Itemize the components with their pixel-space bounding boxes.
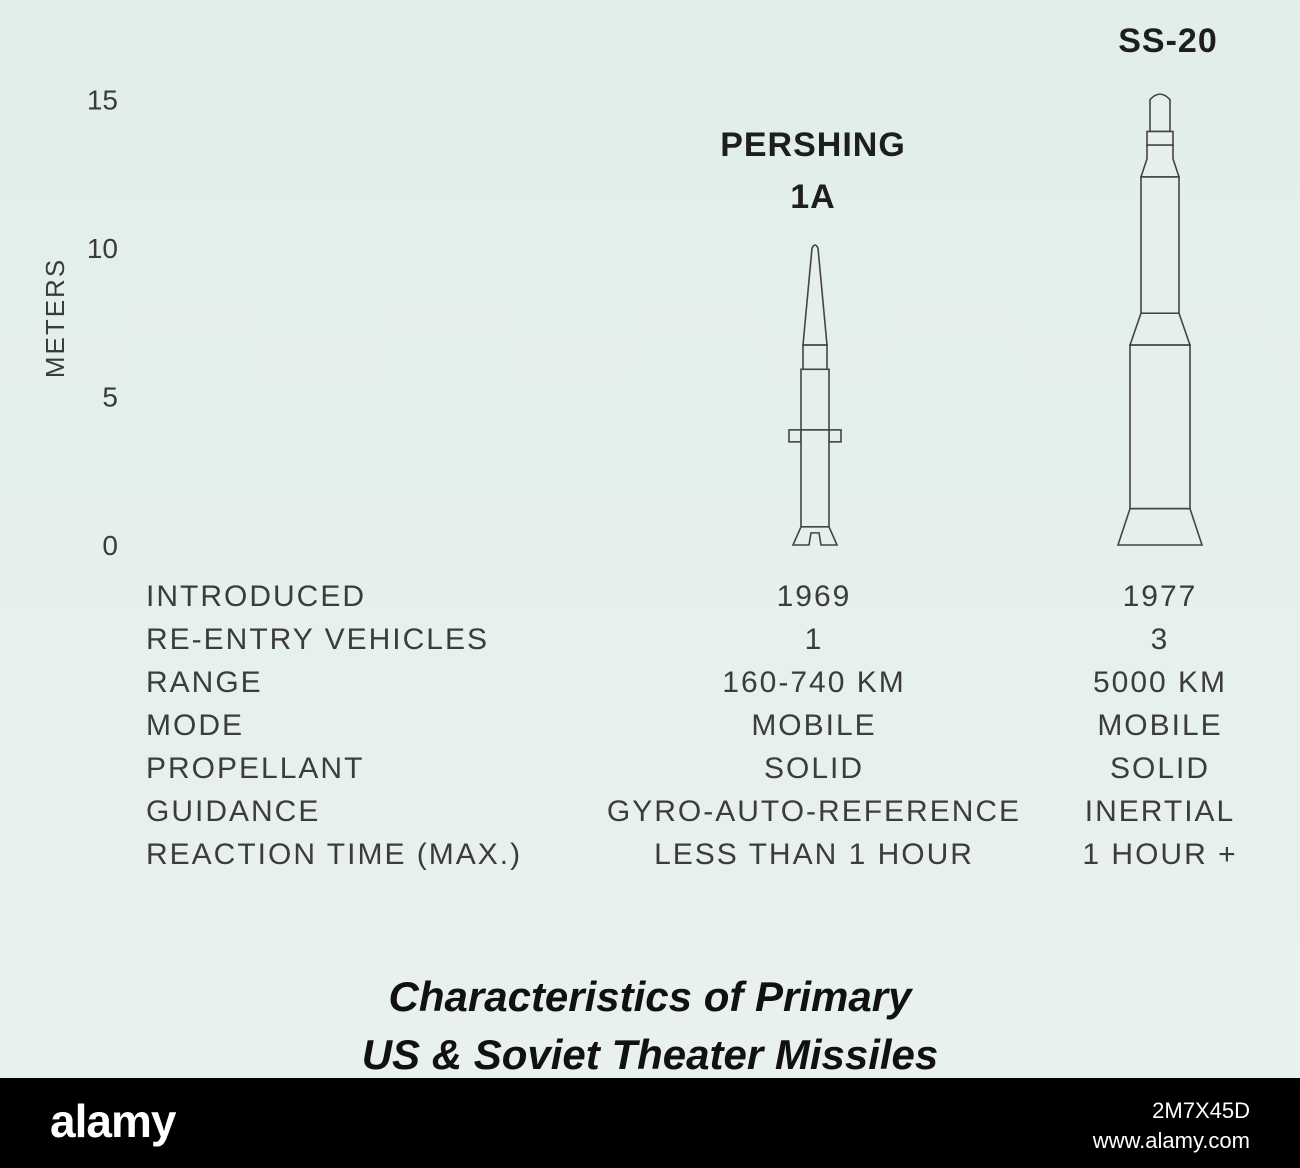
spec-ss20-value: 1977 (1122, 580, 1198, 613)
spec-label: REACTION TIME (MAX.) (146, 838, 523, 871)
spec-pershing-value: SOLID (763, 752, 865, 785)
spec-pershing-value: MOBILE (751, 709, 877, 742)
ss20-missile-bar (1118, 94, 1202, 545)
spec-label: RE-ENTRY VEHICLES (146, 623, 489, 656)
pershing-base-fins (793, 527, 837, 545)
pershing-upper-stage (801, 369, 829, 430)
spec-ss20-value: INERTIAL (1084, 795, 1236, 828)
ss20-upper-stage (1141, 177, 1179, 313)
y-axis-ticks (87, 85, 118, 562)
spec-pershing-value: GYRO-AUTO-REFERENCE (606, 795, 1022, 828)
missile-name-ss20: SS-20 (1118, 22, 1218, 60)
spec-ss20-value: 1 HOUR + (1082, 838, 1238, 871)
stock-image-id: 2M7X45D (1152, 1098, 1250, 1123)
pershing-left-fin (789, 430, 801, 442)
spec-row (146, 666, 1266, 709)
spec-label: INTRODUCED (146, 580, 366, 613)
spec-table (146, 580, 1266, 881)
ss20-collar (1147, 131, 1173, 145)
y-axis-title: METERS (40, 257, 70, 379)
caption-line-1: Characteristics of Primary (388, 973, 912, 1020)
caption-line-2: US & Soviet Theater Missiles (361, 1031, 939, 1078)
caption (0, 968, 1300, 1078)
pershing-1a-missile-bar (789, 245, 841, 545)
y-tick-label: 15 (86, 84, 118, 116)
pershing-section (803, 345, 827, 369)
spec-label: MODE (146, 709, 244, 742)
spec-ss20-value: 5000 KM (1092, 666, 1228, 699)
stock-footer (0, 1078, 1300, 1168)
y-tick-label: 5 (102, 381, 118, 413)
stock-site: www.alamy.com (1092, 1128, 1250, 1153)
spec-pershing-value: 160-740 KM (722, 666, 906, 699)
spec-ss20-value: MOBILE (1097, 709, 1223, 742)
spec-pershing-value: 1 (804, 623, 824, 656)
ss20-interstage (1130, 313, 1190, 345)
ss20-base-skirt (1118, 509, 1202, 545)
stock-credit (1093, 1096, 1250, 1156)
y-tick-label: 0 (102, 530, 118, 561)
pershing-right-fin (829, 430, 841, 442)
spec-label: PROPELLANT (146, 752, 365, 785)
spec-row (146, 623, 1266, 666)
missile-name-pershing-line1: PERSHING (720, 126, 906, 164)
y-tick-label: 10 (86, 233, 118, 264)
ss20-nose (1150, 94, 1170, 131)
stock-logo: alamy (50, 1095, 176, 1147)
spec-label: GUIDANCE (146, 795, 321, 828)
pershing-lower-stage (801, 430, 829, 527)
spec-label: RANGE (146, 666, 263, 699)
spec-pershing-value: LESS THAN 1 HOUR (654, 838, 974, 871)
spec-ss20-value: SOLID (1109, 752, 1211, 785)
spec-pershing-value: 1969 (776, 580, 852, 613)
spec-row (146, 795, 1266, 838)
spec-row (146, 752, 1266, 795)
ss20-transition (1141, 145, 1179, 177)
pershing-nose (803, 245, 827, 345)
ss20-lower-stage (1130, 345, 1190, 509)
missile-height-chart (0, 0, 1300, 580)
spec-row (146, 838, 1266, 881)
spec-row (146, 580, 1266, 623)
spec-ss20-value: 3 (1150, 623, 1170, 656)
missile-name-pershing-line2: 1A (790, 178, 836, 216)
spec-row (146, 709, 1266, 752)
